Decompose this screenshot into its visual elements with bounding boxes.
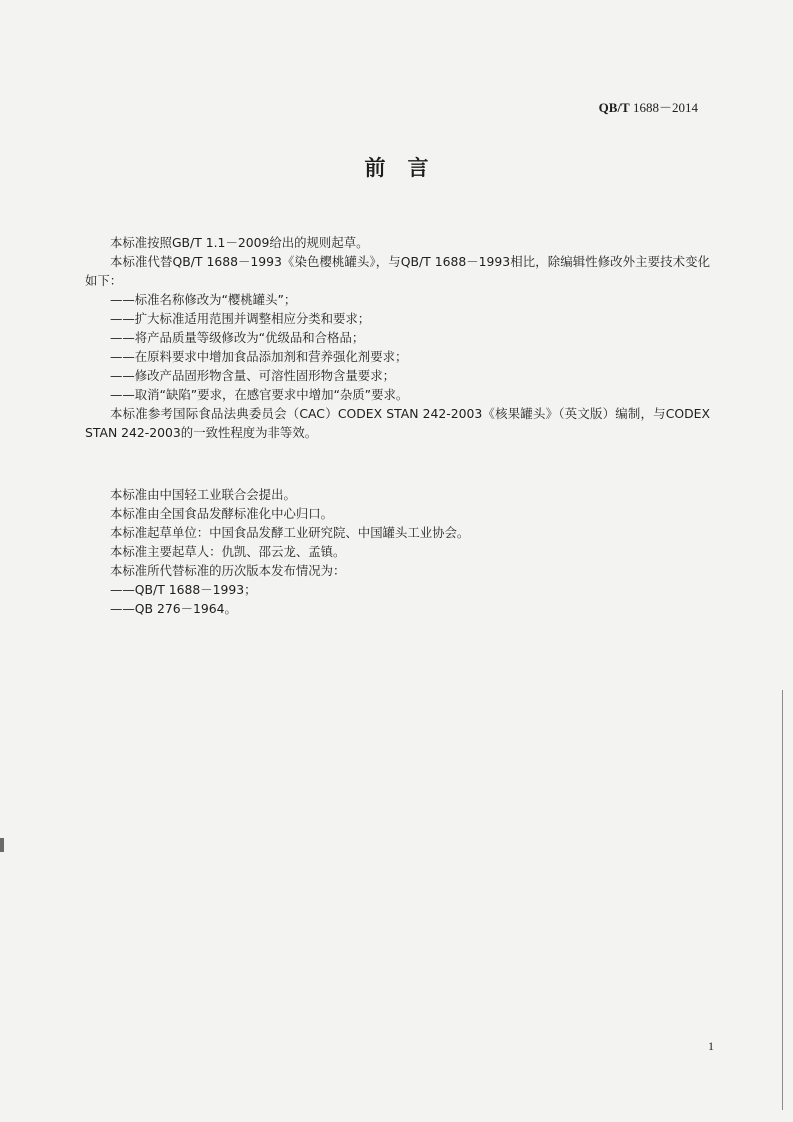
- list-item: ——取消“缺陷”要求，在感官要求中增加“杂质”要求。: [110, 387, 409, 402]
- paragraph: 本标准所代替标准的历次版本发布情况为：: [110, 563, 346, 578]
- list-item: ——将产品质量等级修改为“优级品和合格品；: [110, 330, 365, 345]
- paragraph: 本标准起草单位：中国食品发酵工业研究院、中国罐头工业协会。: [110, 525, 470, 540]
- list-item: ——QB/T 1688－1993；: [110, 582, 257, 597]
- paragraph: 本标准代替QB/T 1688－1993《染色樱桃罐头》，与QB/T 1688－1993相比，除编辑性修改外主要技术变化如下：: [85, 254, 710, 288]
- standard-code-prefix: QB/T: [598, 100, 630, 115]
- paragraph: 本标准主要起草人：仇凯、邵云龙、孟镇。: [110, 544, 346, 559]
- page-number: 1: [708, 1039, 714, 1053]
- page-title: 前言: [364, 156, 451, 180]
- foreword-block-2: [85, 485, 710, 618]
- list-item: ——修改产品固形物含量、可溶性固形物含量要求；: [110, 368, 395, 383]
- list-item: ——标准名称修改为“樱桃罐头”；: [110, 292, 297, 307]
- paragraph: 本标准参考国际食品法典委员会（CAC）CODEX STAN 242-2003《核果罐头》（英文版）编制，与CODEX STAN 242-2003的一致性程度为非等效。: [85, 406, 710, 440]
- scan-binding-mark: [0, 838, 4, 852]
- standard-code-number: 1688－2014: [629, 100, 698, 115]
- paragraph: 本标准由中国轻工业联合会提出。: [110, 487, 296, 502]
- list-item: ——扩大标准适用范围并调整相应分类和要求；: [110, 311, 371, 326]
- list-item: ——QB 276－1964。: [110, 601, 237, 616]
- foreword-block-1: [85, 233, 710, 442]
- scan-edge-line: [782, 690, 783, 1110]
- list-item: ——在原料要求中增加食品添加剂和营养强化剂要求；: [110, 349, 408, 364]
- paragraph: 本标准按照GB/T 1.1－2009给出的规则起草。: [110, 235, 369, 250]
- paragraph: 本标准由全国食品发酵标准化中心归口。: [110, 506, 334, 521]
- standard-code: [599, 97, 698, 116]
